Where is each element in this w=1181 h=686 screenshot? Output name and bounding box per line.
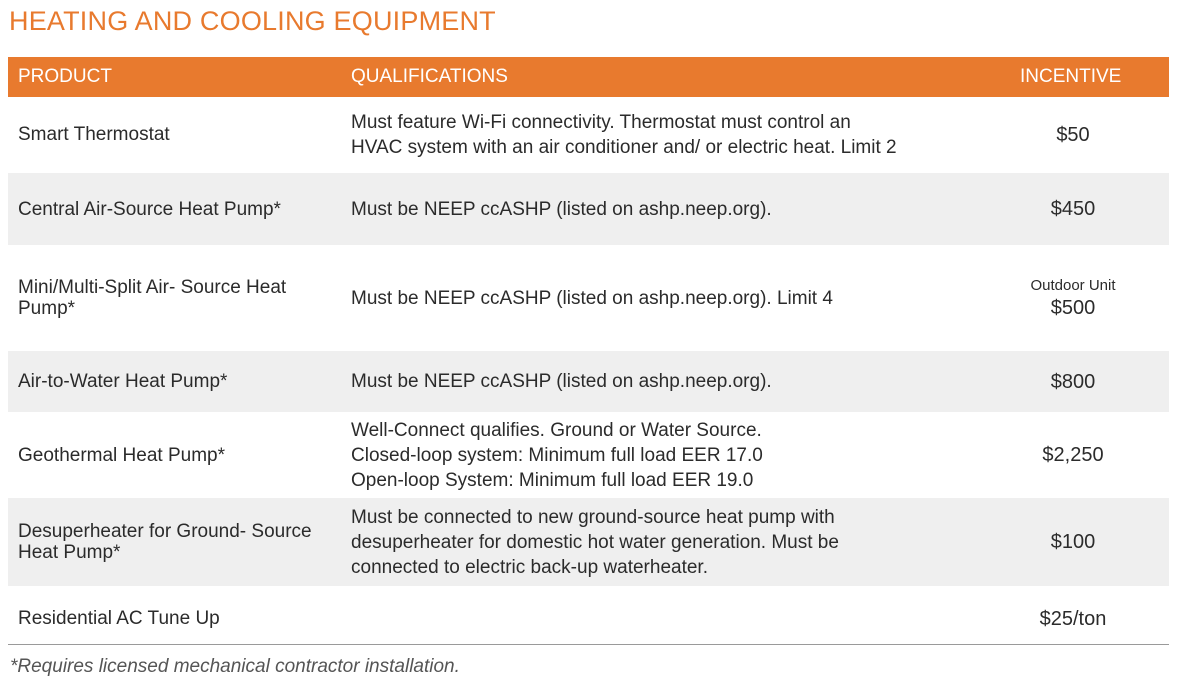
qualifications-cell [351,97,971,172]
qualification-line: desuperheater for domestic hot water generation. Must be [351,531,839,553]
incentive-cell [993,246,1153,350]
qualification-line: connected to electric back-up waterheater. [351,556,708,578]
qualification-line: Well-Connect qualifies. Ground or Water Source. [351,419,762,441]
incentive-amount: $2,250 [1042,444,1104,466]
table-row [8,351,1169,413]
product-cell [18,498,338,586]
qualification-line: Must feature Wi-Fi connectivity. Thermostat must control an [351,111,851,133]
table-row [8,173,1169,246]
table-row [8,498,1169,587]
table-header [8,57,1169,97]
qualification-line: HVAC system with an air conditioner and/ or electric heat. Limit 2 [351,136,897,158]
product-cell [18,587,338,650]
product-name: Geothermal Heat Pump* [18,444,225,466]
qualification-line: Closed-loop system: Minimum full load EER 17.0 [351,444,763,466]
table-bottom-rule [8,644,1169,645]
product-name: Desuperheater for Ground- Source Heat Pump* [18,521,312,563]
product-cell [18,97,338,172]
page-title: HEATING AND COOLING EQUIPMENT [9,6,496,36]
product-name: Central Air-Source Heat Pump* [18,198,281,220]
table-row [8,246,1169,351]
incentive-note: Outdoor Unit [1030,277,1116,294]
incentive-amount: $100 [1050,531,1096,553]
incentive-amount: $800 [1050,370,1096,393]
qualification-line: Must be NEEP ccASHP (listed on ashp.neep.org). [351,198,772,220]
table-row [8,587,1169,651]
qualifications-cell [351,351,971,412]
header-qualifications: QUALIFICATIONS [351,66,508,87]
product-name: Residential AC Tune Up [18,608,220,629]
product-cell [18,351,338,412]
qualifications-cell [351,498,971,586]
product-cell [18,246,338,350]
qualifications-cell [351,413,971,497]
product-name: Mini/Multi-Split Air- Source Heat Pump* [18,277,287,319]
qualification-line: Must be NEEP ccASHP (listed on ashp.neep.org). [351,371,772,392]
product-name: Air-to-Water Heat Pump* [18,371,228,392]
product-cell [18,173,338,245]
table-row [8,413,1169,498]
incentive-table [8,57,1169,651]
incentive-amount: $500 [1050,297,1096,319]
qualification-line: Must be connected to new ground-source heat pump with [351,506,835,528]
table-body [8,97,1169,651]
product-cell [18,413,338,497]
qualification-line: Must be NEEP ccASHP (listed on ashp.neep.org). Limit 4 [351,287,833,309]
header-incentive: INCENTIVE [1020,66,1122,87]
incentive-cell [993,498,1153,586]
incentive-cell [993,97,1153,172]
incentive-cell [993,173,1153,245]
qualifications-cell [351,587,971,650]
incentive-amount: $50 [1056,123,1090,146]
incentive-cell [993,351,1153,412]
qualifications-cell [351,173,971,245]
incentive-cell [993,413,1153,497]
footnote: *Requires licensed mechanical contractor installation. [10,656,460,677]
product-name: Smart Thermostat [18,124,170,145]
qualification-line: Open-loop System: Minimum full load EER 19.0 [351,469,754,491]
incentive-amount: $25/ton [1039,607,1107,630]
table-row [8,97,1169,173]
header-product: PRODUCT [18,66,112,87]
incentive-amount: $450 [1050,198,1096,220]
incentive-cell [993,587,1153,650]
qualifications-cell [351,246,971,350]
